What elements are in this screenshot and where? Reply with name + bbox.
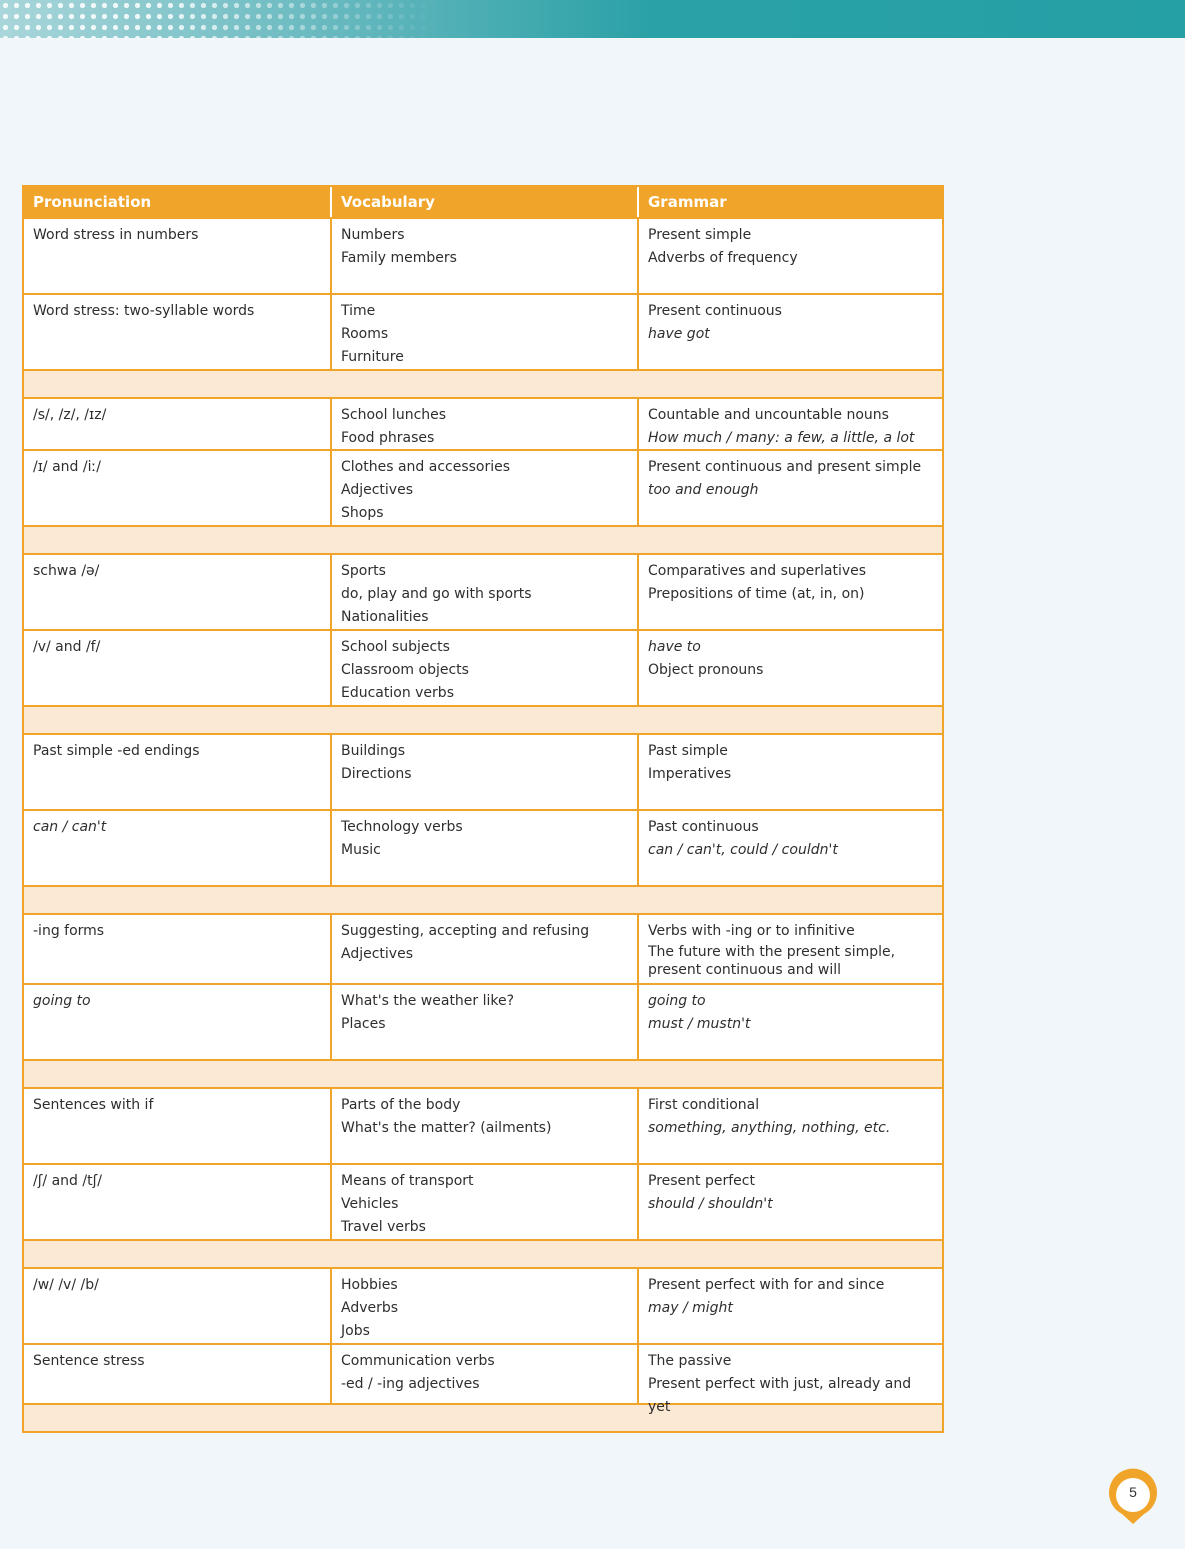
pronunciation-cell (24, 295, 332, 369)
cell-line: Education verbs (341, 685, 454, 701)
cell-line: First conditional (648, 1097, 760, 1113)
cell-line: can / can't, could / couldn't (648, 842, 838, 858)
cell-line: The passive (648, 1353, 732, 1369)
cell-line: Suggesting, accepting and refusing (341, 923, 590, 939)
vocabulary-cell (332, 915, 639, 983)
vocabulary-cell (332, 399, 639, 449)
unit-separator (24, 525, 942, 553)
grammar-cell (639, 631, 942, 705)
cell-line: Sentence stress (33, 1353, 145, 1369)
table-header-row (24, 187, 942, 217)
cell-line: Imperatives (648, 766, 732, 782)
cell-line: Clothes and accessories (341, 459, 511, 475)
grammar-cell (639, 735, 942, 809)
cell-line: Prepositions of time (at, in, on) (648, 586, 865, 602)
cell-line: Vehicles (341, 1196, 399, 1212)
cell-line: Nationalities (341, 609, 429, 625)
cell-line: Technology verbs (341, 819, 463, 835)
table-row (24, 293, 942, 369)
cell-line: Present perfect with for and since (648, 1277, 885, 1293)
cell-line: can / can't (33, 819, 107, 835)
pronunciation-cell (24, 555, 332, 629)
cell-line: -ing forms (33, 923, 105, 939)
cell-line: Hobbies (341, 1277, 398, 1293)
cell-line: Numbers (341, 227, 405, 243)
pronunciation-cell (24, 451, 332, 525)
pronunciation-cell (24, 915, 332, 983)
cell-line: present continuous and will (648, 962, 842, 978)
cell-line: Present continuous (648, 303, 782, 319)
cell-line: Sentences with if (33, 1097, 154, 1113)
table-row (24, 449, 942, 525)
vocabulary-cell (332, 1089, 639, 1163)
cell-line: What's the weather like? (341, 993, 515, 1009)
cell-line: /ɪ/ and /iː/ (33, 459, 101, 475)
table-row (24, 1267, 942, 1343)
vocabulary-cell (332, 295, 639, 369)
cell-line: Jobs (341, 1323, 370, 1339)
vocabulary-cell (332, 811, 639, 885)
vocabulary-cell (332, 219, 639, 293)
table-row (24, 629, 942, 705)
cell-line: Word stress in numbers (33, 227, 199, 243)
grammar-cell (639, 985, 942, 1059)
grammar-cell (639, 1269, 942, 1343)
cell-line: Adverbs (341, 1300, 399, 1316)
table-row (24, 217, 942, 293)
cell-line: Present perfect (648, 1173, 755, 1189)
grammar-cell (639, 1089, 942, 1163)
unit-separator (24, 1239, 942, 1267)
unit-separator (24, 705, 942, 733)
cell-line: Parts of the body (341, 1097, 461, 1113)
vocabulary-cell (332, 1269, 639, 1343)
cell-line: Past simple (648, 743, 728, 759)
vocabulary-cell (332, 985, 639, 1059)
grammar-cell (639, 1345, 942, 1415)
unit-separator (24, 1059, 942, 1087)
cell-line: Food phrases (341, 430, 435, 446)
cell-line: Word stress: two-syllable words (33, 303, 255, 319)
cell-line: Comparatives and superlatives (648, 563, 867, 579)
cell-line: going to (33, 993, 91, 1009)
top-decorative-band (0, 0, 1185, 38)
pronunciation-cell (24, 1345, 332, 1403)
grammar-cell (639, 219, 942, 293)
pronunciation-cell (24, 219, 332, 293)
halftone-dots-decoration (0, 0, 440, 38)
vocabulary-cell (332, 555, 639, 629)
cell-line: have got (648, 326, 710, 342)
cell-line: -ed / -ing adjectives (341, 1376, 480, 1392)
cell-line: What's the matter? (ailments) (341, 1120, 552, 1136)
cell-line: Adjectives (341, 482, 413, 498)
grammar-cell (639, 555, 942, 629)
cell-line: going to (648, 993, 706, 1009)
cell-line: Object pronouns (648, 662, 764, 678)
pronunciation-cell (24, 811, 332, 885)
cell-line: School subjects (341, 639, 450, 655)
table-row (24, 1343, 942, 1415)
cell-line: something, anything, nothing, etc. (648, 1120, 891, 1136)
cell-line: do, play and go with sports (341, 586, 532, 602)
table-row (24, 809, 942, 885)
cell-line: Communication verbs (341, 1353, 495, 1369)
cell-line: Means of transport (341, 1173, 474, 1189)
cell-line: /ʃ/ and /tʃ/ (33, 1173, 103, 1189)
vocabulary-cell (332, 1165, 639, 1239)
pronunciation-cell (24, 985, 332, 1059)
cell-line: Buildings (341, 743, 406, 759)
unit-separator (24, 885, 942, 913)
cell-line: Shops (341, 505, 384, 521)
cell-line: Verbs with -ing or to infinitive (648, 923, 855, 939)
page-number: 5 (1129, 1484, 1137, 1500)
vocabulary-cell (332, 1345, 639, 1403)
table-row (24, 983, 942, 1059)
cell-line: Present continuous and present simple (648, 459, 922, 475)
cell-line: Time (341, 303, 376, 319)
table-row (24, 397, 942, 449)
table-row (24, 913, 942, 983)
cell-line: Travel verbs (341, 1219, 426, 1235)
cell-line: Directions (341, 766, 412, 782)
unit-separator (24, 369, 942, 397)
table-row (24, 1163, 942, 1239)
header-vocabulary: Vocabulary (332, 187, 639, 217)
cell-line: The future with the present simple, (648, 944, 896, 960)
cell-line: may / might (648, 1300, 733, 1316)
cell-line: should / shouldn't (648, 1196, 773, 1212)
vocabulary-cell (332, 735, 639, 809)
header-pronunciation: Pronunciation (24, 187, 332, 217)
syllabus-table (22, 185, 944, 1433)
pronunciation-cell (24, 1089, 332, 1163)
cell-line: Places (341, 1016, 386, 1032)
cell-line: Present perfect with just, already and yet (648, 1376, 912, 1415)
table-row (24, 553, 942, 629)
cell-line: Furniture (341, 349, 404, 365)
cell-line: Past simple -ed endings (33, 743, 200, 759)
vocabulary-cell (332, 631, 639, 705)
vocabulary-cell (332, 451, 639, 525)
grammar-cell (639, 915, 942, 983)
pronunciation-cell (24, 1269, 332, 1343)
cell-line: must / mustn't (648, 1016, 751, 1032)
grammar-cell (639, 295, 942, 369)
cell-line: /v/ and /f/ (33, 639, 101, 655)
header-grammar: Grammar (648, 193, 727, 211)
cell-line: Classroom objects (341, 662, 469, 678)
cell-line: Adverbs of frequency (648, 250, 798, 266)
cell-line: have to (648, 639, 701, 655)
pronunciation-cell (24, 1165, 332, 1239)
cell-line: /w/ /v/ /b/ (33, 1277, 99, 1293)
cell-line: Present simple (648, 227, 752, 243)
grammar-cell (639, 811, 942, 885)
cell-line: Countable and uncountable nouns (648, 407, 889, 423)
cell-line: Adjectives (341, 946, 413, 962)
cell-line: Rooms (341, 326, 389, 342)
pronunciation-cell (24, 399, 332, 449)
cell-line: /s/, /z/, /ɪz/ (33, 407, 107, 423)
cell-line: Family members (341, 250, 457, 266)
cell-line: School lunches (341, 407, 447, 423)
cell-line: Sports (341, 563, 386, 579)
pronunciation-cell (24, 631, 332, 705)
cell-line: schwa /ə/ (33, 563, 100, 579)
grammar-cell (639, 1165, 942, 1239)
grammar-cell (639, 451, 942, 525)
grammar-cell (639, 399, 942, 449)
table-row (24, 1087, 942, 1163)
cell-line: too and enough (648, 482, 759, 498)
cell-line: Past continuous (648, 819, 759, 835)
cell-line: Music (341, 842, 381, 858)
cell-line: How much / many: a few, a little, a lot (648, 430, 915, 446)
pronunciation-cell (24, 735, 332, 809)
table-row (24, 733, 942, 809)
